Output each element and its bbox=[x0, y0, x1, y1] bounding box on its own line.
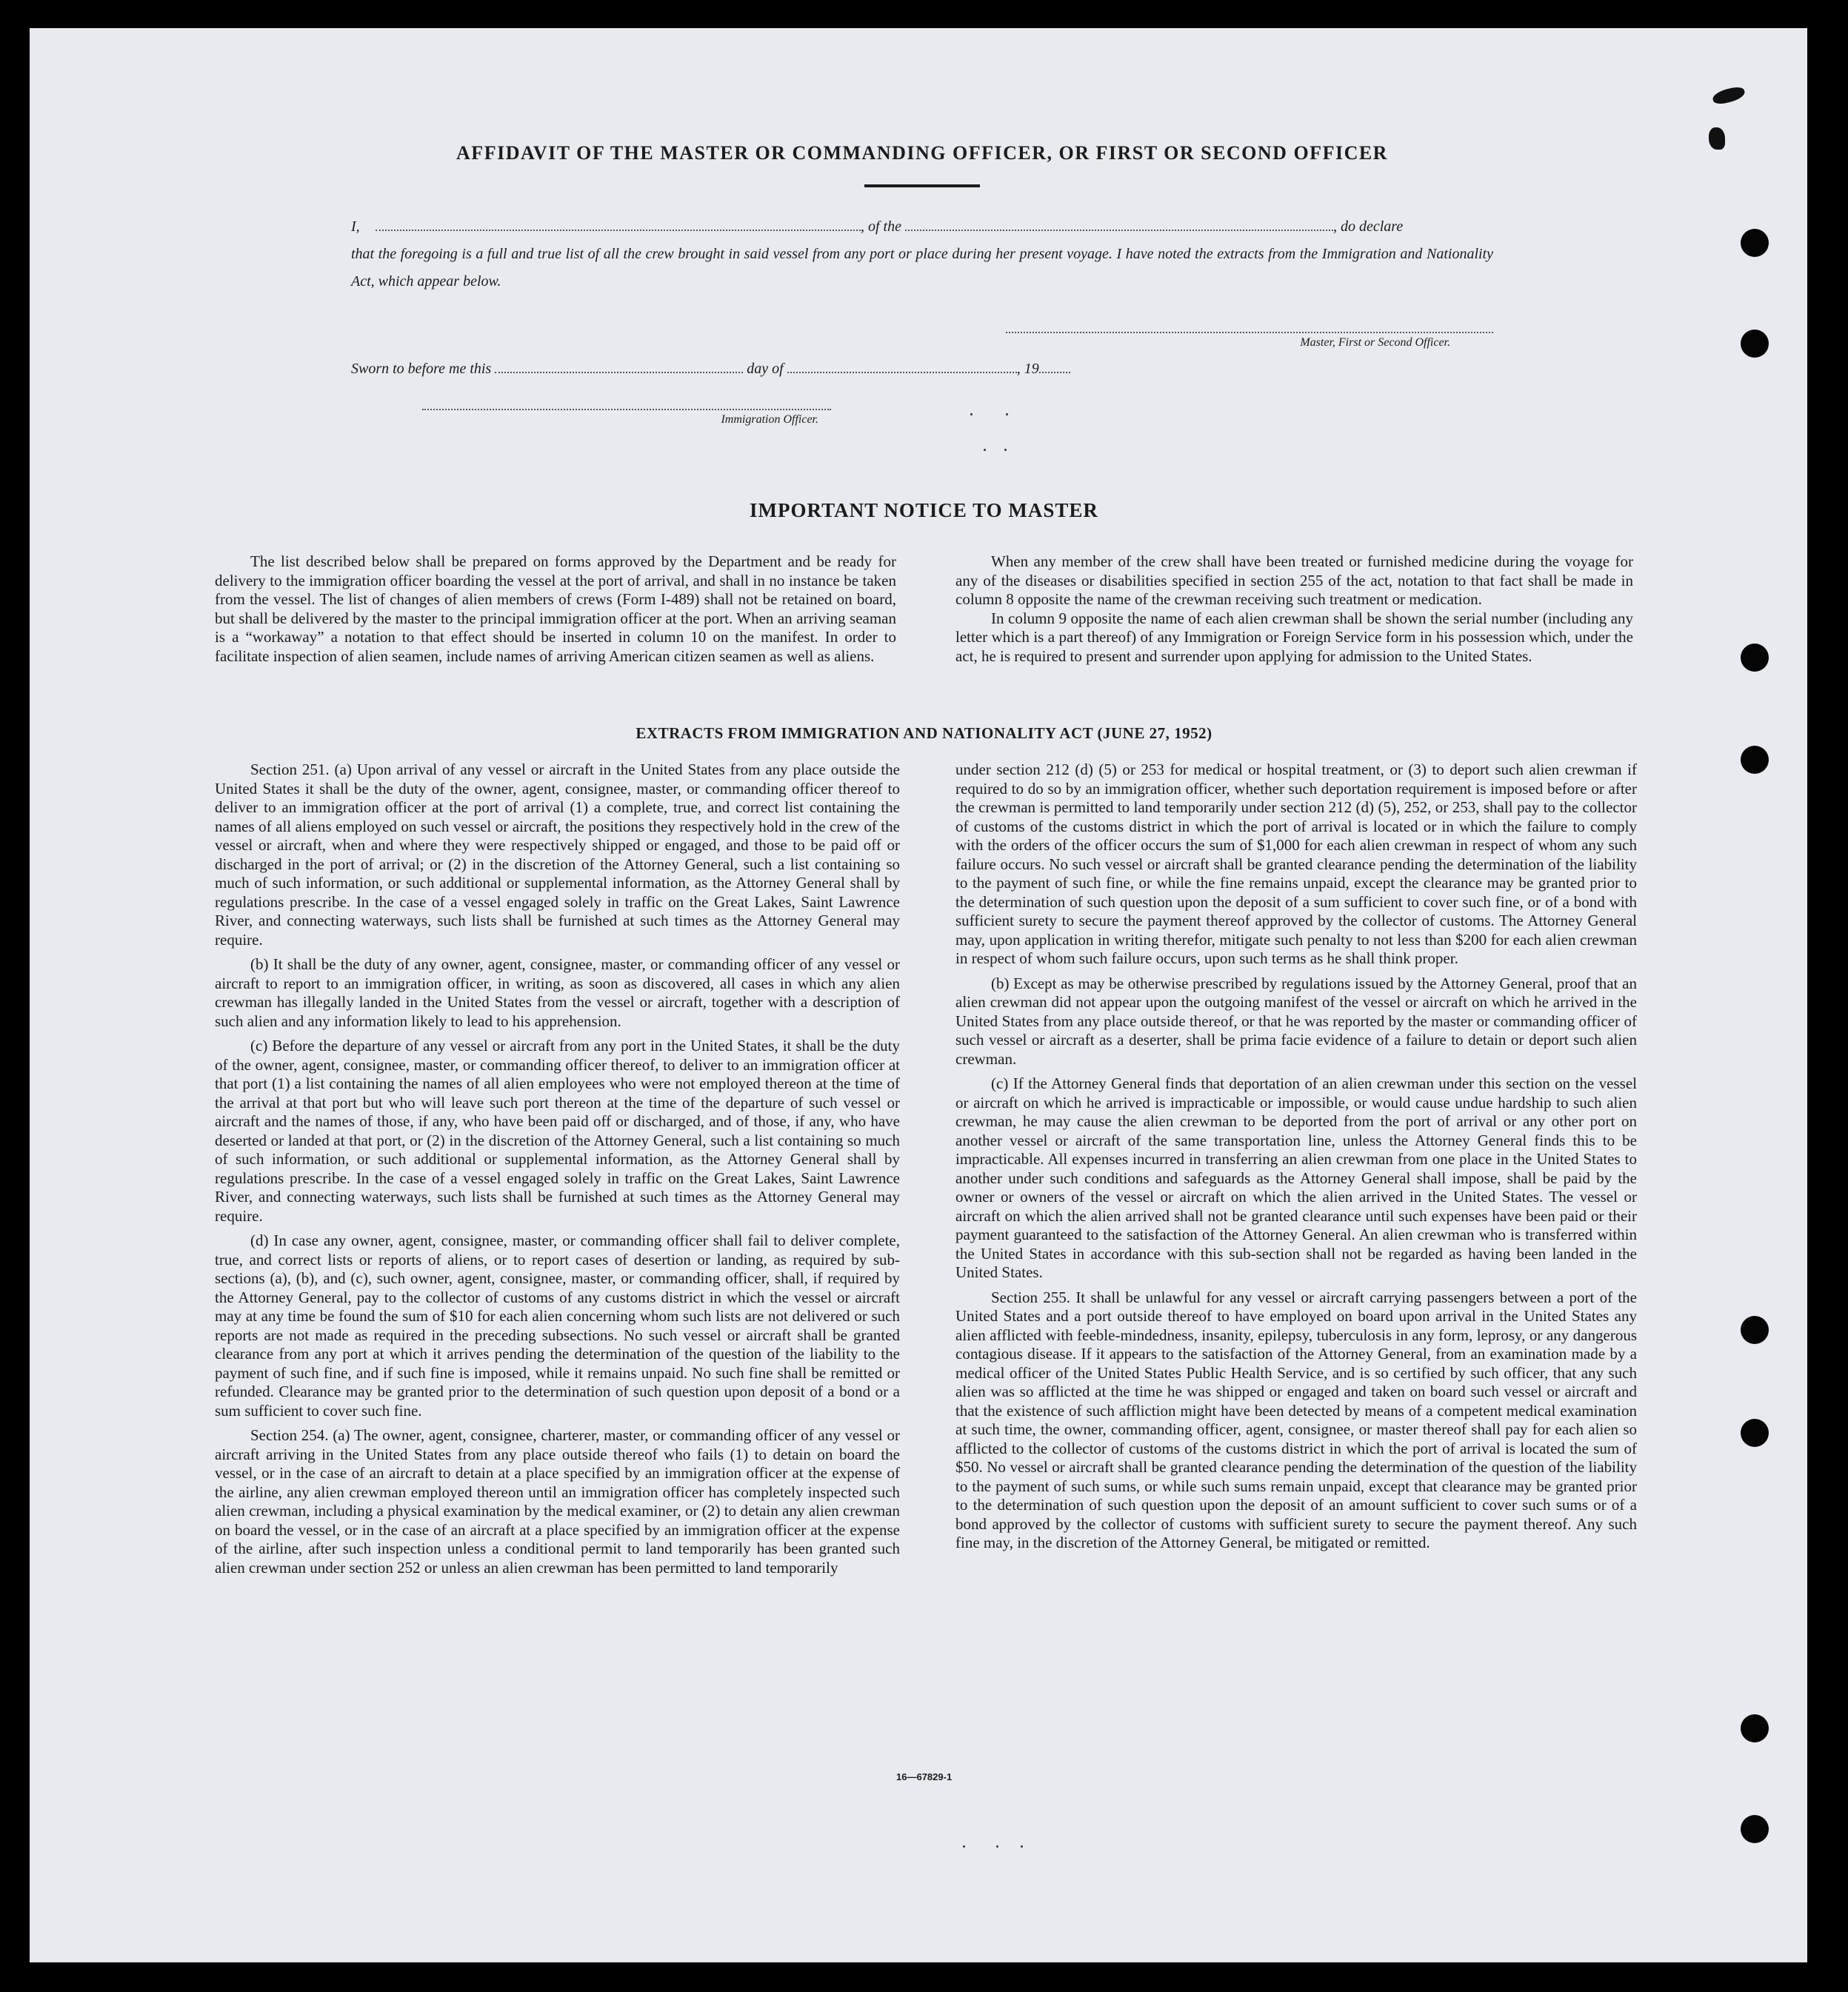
punch-hole bbox=[1741, 1714, 1769, 1742]
master-signature-line bbox=[1006, 332, 1493, 333]
notice-paragraph: When any member of the crew shall have been treated or furnished medicine during the voyage for any of the diseases or disabilities specified in section 255 of the act, notation to that fact shall be made in column 8 opposite the name of the crewman receiving such treatment or medication. bbox=[955, 552, 1633, 608]
notice-paragraph: In column 9 opposite the name of each alien crewman shall be shown the serial number (including any letter which is a part thereof) of any Immigration or Foreign Service form in his possession which, under the act, he is required to present and surrender upon applying for admission to the United States. bbox=[955, 609, 1633, 665]
notice-title: IMPORTANT NOTICE TO MASTER bbox=[750, 499, 1098, 521]
notice-paragraph: The list described below shall be prepared on forms approved by the Department and be ready for delivery to the immigration officer boarding the vessel at the port of arrival, and shall in no instance be taken from the vessel. The list of changes of alien members of crews (Form I-489) shall not be retained on board, but shall be delivered by the master to the principal immigration officer at the port. When an arriving seaman is a “workaway” a notation to that effect should be inserted in column 10 on the manifest. In order to facilitate inspection of alien seamen, include names of arriving American citizen seamen as well as aliens. bbox=[215, 552, 896, 665]
decl-of-the: , of the bbox=[861, 218, 901, 235]
section-251-c: (c) Before the departure of any vessel or aircraft from any port in the United States, it shall be the duty of the owner, agent, consignee, master, or commanding officer thereof, to deliver to an immigration officer at that port (1) a list containing the names of all alien employees who were not employed thereon at the time of the arrival at that port but who will leave such port thereon at the time of the departure of such vessel or aircraft and the names of those, if any, who have been paid off or discharged, and of those, if any, who have deserted or landed at that port, or (2) in the discretion of the Attorney General, such a list containing so much of such information, or such additional or supplemental information, as the Attorney General shall by regulations prescribe. In the case of a vessel engaged solely in traffic on the Great Lakes, Saint Lawrence River, and connecting waterways, such lists shall be furnished at such times as the Attorney General may require. bbox=[215, 1037, 900, 1225]
extracts-left-column bbox=[215, 761, 900, 1583]
speck bbox=[984, 449, 986, 451]
punch-hole bbox=[1741, 746, 1769, 774]
declaration-text: that the foregoing is a full and true list of all the crew brought in said vessel from any port or place during her present voyage. I have noted the extracts from the Immigration and Nationality Act, which appear below. bbox=[351, 246, 1493, 290]
ink-blot bbox=[1709, 127, 1725, 150]
title-rule bbox=[864, 184, 980, 187]
vessel-blank bbox=[905, 215, 1333, 231]
sworn-day-blank bbox=[495, 358, 743, 373]
section-255: Section 255. It shall be unlawful for any vessel or aircraft carrying passengers between a port of the United States and a port outside thereof to have employed on board upon arrival in the United States any alien afflicted with feeble-mindedness, insanity, epilepsy, tuberculosis in any form, leprosy, or any dangerous contagious disease. If it appears to the satisfaction of the Attorney General, from an examination made by a medical officer of the United States Public Health Service, and is so certified by such officer, that any such alien was so afflicted at the time he was shipped or engaged and taken on board such vessel or aircraft and that the existence of such affliction might have been detected by means of a competent medical examination at such time, the owner, commanding officer, agent, consignee, or master thereof shall pay for each alien so afflicted to the collector of customs of the customs district in which the port of arrival is located the sum of $50. No vessel or aircraft shall be granted clearance pending the determination of the question of the liability to the payment of such sums, or while such sums remain unpaid, except that clearance may be granted prior to the determination of such question upon the deposit of an amount sufficient to cover such sums or of a bond approved by the collector of customs with sufficient surety to secure the payment thereof. Any such fine may, in the discretion of the Attorney General, be mitigated or remitted. bbox=[955, 1288, 1637, 1551]
sworn-line bbox=[351, 358, 1070, 378]
decl-do-declare: , do declare bbox=[1333, 218, 1404, 235]
speck bbox=[996, 1845, 998, 1848]
punch-hole bbox=[1741, 330, 1769, 358]
punch-hole bbox=[1741, 1815, 1769, 1843]
notice-right-column bbox=[955, 552, 1633, 672]
extracts-right-column bbox=[955, 761, 1637, 1559]
section-254-a-continued: under section 212 (d) (5) or 253 for medical or hospital treatment, or (3) to deport such alien crewman if required to do so by an immigration officer, whether such deportation requirement is imposed before or after the crewman is permitted to land temporarily under section 212 (d) (5), 252, or 253, shall pay to the collector of customs of the customs district in which the port of arrival is located or in which the failure to comply with the orders of the officer occurs the sum of $1,000 for each alien crewman in respect of whom any such failure occurs. No such vessel or aircraft shall be granted clearance pending the determination of the liability to the payment of such fine, or while the fine remains unpaid, except the clearance may be granted prior to the determination of such question upon the deposit of a sum sufficient to cover such fine, or of a bond with sufficient surety to secure the payment thereof approved by the collector of customs. The Attorney General may, upon application in writing therefor, mitigate such penalty to not less than $200 for each alien crewman in respect of whom such failure occurs, upon such terms as he shall think proper. bbox=[955, 761, 1637, 967]
master-signature-caption: Master, First or Second Officer. bbox=[1300, 336, 1450, 349]
section-254-b: (b) Except as may be otherwise prescribed by regulations issued by the Attorney General, proof that an alien crewman did not appear upon the outgoing manifest of the vessel or aircraft on which he arrived in the United States from any place outside thereof, or that he was reported by the master or commanding officer of such vessel or aircraft as a deserter, shall be prima facie evidence of a failure to detain or deport such alien crewman. bbox=[955, 974, 1637, 1068]
section-251-d: (d) In case any owner, agent, consignee, master, or commanding officer shall fail to deliver complete, true, and correct lists or reports of aliens, or to report cases of desertion or landing, as required by sub-sections (a), (b), and (c), such owner, agent, consignee, master, or commanding officer, shall, if required by the Attorney General, pay to the collector of customs of any customs district in which the vessel or aircraft may at any time be found the sum of $10 for each alien concerning whom such lists are not delivered or such reports are not made as required in the preceding subsections. No such vessel or aircraft shall be granted clearance from any port at which it arrives pending the determination of the question of the liability to the payment of such fine, and if such fine is imposed, while it remains unpaid. No such fine shall be remitted or refunded. Clearance may be granted prior to the determination of such question upon deposit of a bond or a sum sufficient to cover such fine. bbox=[215, 1231, 900, 1420]
immigration-officer-signature-line bbox=[422, 409, 831, 410]
decl-i: I, bbox=[351, 218, 360, 235]
section-254-c: (c) If the Attorney General finds that deportation of an alien crewman under this section on the vessel or aircraft on which he arrived is impracticable or impossible, or would cause undue hardship to such alien crewman, he may cause the alien crewman to be deported from the port of arrival or any other port on another vessel or aircraft of the same transportation line, unless the Attorney General finds this to be impracticable. All expenses incurred in transferring an alien crewman from one place in the United States to another under such conditions and safeguards as the Attorney General shall impose, shall be paid by the owner or owners of the vessel or aircraft on which the alien arrived in the United States. The vessel or aircraft on which the alien arrived shall not be granted clearance until such expenses have been paid or their payment guaranteed to the satisfaction of the Attorney General. An alien crewman who is transferred within the United States in accordance with this sub-section shall not be regarded as having been landed in the United States. bbox=[955, 1074, 1637, 1281]
punch-hole bbox=[1741, 1316, 1769, 1344]
punch-hole bbox=[1741, 1419, 1769, 1447]
declaration-line-1 bbox=[351, 213, 1493, 241]
sworn-year-blank bbox=[1039, 358, 1070, 373]
sworn-prefix: Sworn to before me this bbox=[351, 361, 492, 377]
affidavit-title: AFFIDAVIT OF THE MASTER OR COMMANDING OFFICER, OR FIRST OR SECOND OFFICER bbox=[456, 142, 1388, 164]
extracts-title: EXTRACTS FROM IMMIGRATION AND NATIONALITY ACT (JUNE 27, 1952) bbox=[636, 724, 1212, 742]
declaration bbox=[351, 213, 1493, 295]
section-251-b: (b) It shall be the duty of any owner, agent, consignee, master, or commanding officer of any vessel or aircraft to report to an immigration officer, in writing, as soon as discovered, all cases in which any alien crewman has illegally landed in the United States from the vessel or aircraft, together with a description of such alien and any information likely to lead to his apprehension. bbox=[215, 955, 900, 1030]
speck bbox=[1021, 1845, 1023, 1848]
section-254-a: Section 254. (a) The owner, agent, consignee, charterer, master, or commanding officer of any vessel or aircraft arriving in the United States from any place outside thereof who fails (1) to detain on board the vessel, or in the case of an aircraft to detain at a place specified by an immigration officer at the expense of the airline, any alien crewman employed thereon until an immigration officer has completely inspected such alien crewman, including a physical examination by the medical examiner, or (2) to detain any alien crewman on board the vessel, or in the case of an aircraft at a place specified by an immigration officer at the expense of the airline, after such inspection unless a conditional permit to land temporarily has been granted such alien crewman under section 252 or unless an alien crewman has been permitted to land temporarily bbox=[215, 1426, 900, 1577]
name-blank bbox=[376, 215, 861, 231]
speck bbox=[1006, 413, 1008, 415]
speck bbox=[1004, 449, 1007, 451]
sworn-day-of: day of bbox=[747, 361, 784, 377]
notice-left-column bbox=[215, 552, 896, 672]
sworn-month-blank bbox=[787, 358, 1017, 373]
speck bbox=[963, 1845, 965, 1848]
section-251-a: Section 251. (a) Upon arrival of any vessel or aircraft in the United States from any place outside the United States it shall be the duty of the owner, agent, consignee, master, or commanding officer thereof to deliver to an immigration officer at the port of arrival (1) a complete, true, and correct list containing the names of all aliens employed on such vessel or aircraft, the positions they respectively hold in the crew of the vessel or aircraft, when and where they were respectively shipped or engaged, and those to be paid off or discharged in the port of arrival; or (2) in the discretion of the Attorney General, such a list containing so much of such information, or such additional or supplemental information, as the Attorney General shall by regulations prescribe. In the case of a vessel engaged solely in traffic on the Great Lakes, Saint Lawrence River, and connecting waterways, such lists shall be furnished at such times as the Attorney General may require. bbox=[215, 761, 900, 949]
punch-hole bbox=[1741, 644, 1769, 672]
immigration-officer-caption: Immigration Officer. bbox=[721, 413, 818, 426]
sworn-year: , 19 bbox=[1016, 361, 1039, 377]
form-number: 16—67829-1 bbox=[896, 1771, 953, 1782]
punch-hole bbox=[1741, 229, 1769, 257]
speck bbox=[970, 413, 973, 415]
